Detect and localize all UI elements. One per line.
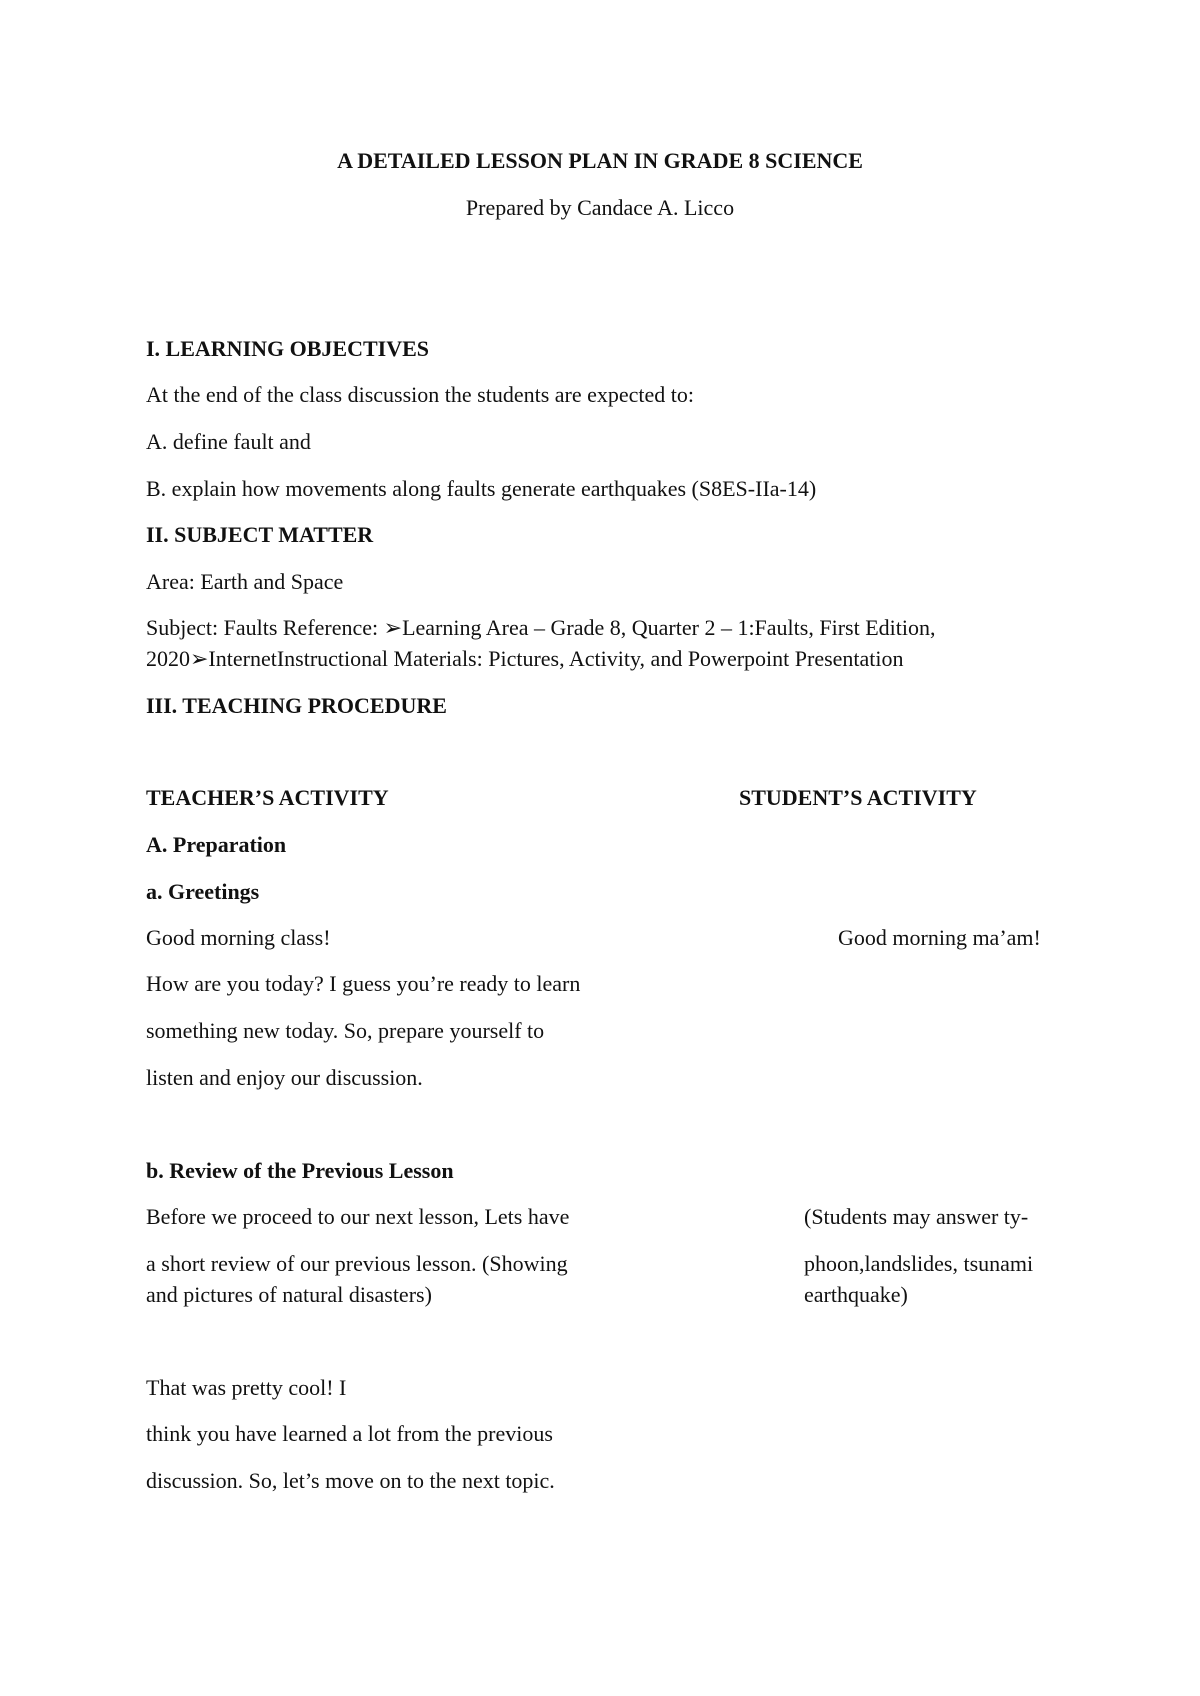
review-heading: b. Review of the Previous Lesson (146, 1158, 454, 1183)
preparation-heading: A. Preparation (146, 832, 287, 857)
teacher-line: listen and enjoy our discussion. (146, 1065, 423, 1090)
teacher-line: That was pretty cool! I (146, 1375, 347, 1400)
teacher-line: Good morning class! (146, 925, 331, 950)
procedure-heading: III. TEACHING PROCEDURE (146, 693, 447, 718)
objective-item: B. explain how movements along faults generate earthquakes (S8ES-IIa-14) (146, 476, 817, 501)
subject-area: Area: Earth and Space (146, 569, 344, 594)
objectives-intro: At the end of the class discussion the students are expected to: (146, 382, 695, 407)
student-activity-column-header: STUDENT’S ACTIVITY (739, 785, 977, 810)
subject-matter-heading: II. SUBJECT MATTER (146, 522, 374, 547)
teacher-line: something new today. So, prepare yourself to (146, 1018, 545, 1043)
teacher-line: How are you today? I guess you’re ready to learn (146, 971, 581, 996)
subject-reference-line: Subject: Faults Reference: ➢Learning Area – Grade 8, Quarter 2 – 1:Faults, First Edition, (146, 615, 936, 640)
teacher-activity-column-header: TEACHER’S ACTIVITY (146, 785, 389, 810)
greetings-heading: a. Greetings (146, 879, 260, 904)
teacher-line: and pictures of natural disasters) (146, 1282, 432, 1307)
subject-reference-line: 2020➢InternetInstructional Materials: Pictures, Activity, and Powerpoint Presentation (146, 646, 904, 671)
student-line: (Students may answer ty- (804, 1204, 1029, 1229)
student-reply: Good morning ma’am! (838, 925, 1041, 950)
teacher-line: discussion. So, let’s move on to the next topic. (146, 1468, 555, 1493)
teacher-line: a short review of our previous lesson. (Showing (146, 1251, 568, 1276)
teacher-line: think you have learned a lot from the previous (146, 1421, 553, 1446)
teacher-line: Before we proceed to our next lesson, Lets have (146, 1204, 570, 1229)
document-title: A DETAILED LESSON PLAN IN GRADE 8 SCIENCE (337, 148, 863, 173)
objective-item: A. define fault and (146, 429, 311, 454)
student-line: earthquake) (804, 1282, 908, 1307)
objectives-heading: I. LEARNING OBJECTIVES (146, 336, 430, 361)
student-line: phoon,landslides, tsunami (804, 1251, 1034, 1276)
document-author: Prepared by Candace A. Licco (465, 195, 735, 220)
